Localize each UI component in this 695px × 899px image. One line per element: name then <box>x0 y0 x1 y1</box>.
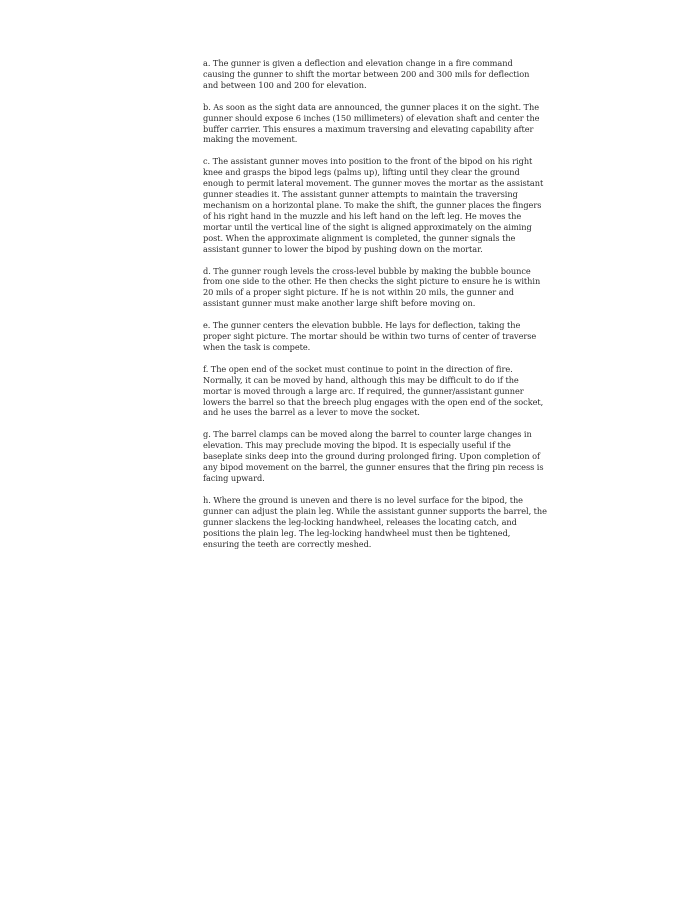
text-line: assistant gunner must make another large shift before moving on. <box>203 298 476 309</box>
text-line: of his right hand in the muzzle and his left hand on the left leg. He moves the <box>203 210 522 221</box>
text-line: mortar until the vertical line of the sight is aligned approximately on the aiming <box>203 221 532 232</box>
text-line: and between 100 and 200 for elevation. <box>203 79 367 90</box>
text-line: mortar is moved through a large arc. If required, the gunner/assistant gunner <box>203 385 524 396</box>
text-line: elevation. This may preclude moving the bipod. It is especially useful if the <box>203 440 511 451</box>
text-line: g. The barrel clamps can be moved along the barrel to counter large changes in <box>203 429 532 440</box>
text-line: f. The open end of the socket must continue to point in the direction of fire. <box>203 363 513 374</box>
paragraph-h <box>203 494 547 550</box>
text-line: e. The gunner centers the elevation bubble. He lays for deflection, taking the <box>203 320 521 331</box>
paragraph-g <box>203 429 544 484</box>
text-line: knee and grasps the bipod legs (palms up), lifting until they clear the ground <box>203 167 520 178</box>
text-line: gunner can adjust the plain leg. While the assistant gunner supports the barrel, the <box>203 505 547 516</box>
paragraph-e <box>203 320 537 353</box>
paragraph-a <box>203 58 530 91</box>
text-line: b. As soon as the sight data are announced, the gunner places it on the sight. The <box>203 101 539 112</box>
paragraph-f <box>203 363 544 419</box>
text-line: from one side to the other. He then checks the sight picture to ensure he is within <box>203 276 541 287</box>
text-line: 20 mils of a proper sight picture. If he is not within 20 mils, the gunner and <box>203 287 514 298</box>
text-line: baseplate sinks deep into the ground during prolonged firing. Upon completion of <box>203 451 540 462</box>
text-line: facing upward. <box>203 473 265 483</box>
text-line: buffer carrier. This ensures a maximum traversing and elevating capability after <box>203 123 534 134</box>
text-line: lowers the barrel so that the breech plug engages with the open end of the socket, <box>203 396 544 407</box>
text-line: c. The assistant gunner moves into position to the front of the bipod on his right <box>203 156 533 167</box>
text-line: post. When the approximate alignment is completed, the gunner signals the <box>203 232 516 243</box>
text-line: any bipod movement on the barrel, the gunner ensures that the firing pin recess is <box>203 462 544 473</box>
paragraph-c <box>203 156 544 254</box>
text-line: gunner slackens the leg-locking handwheel, releases the locating catch, and <box>203 516 517 527</box>
text-line: enough to permit lateral movement. The gunner moves the mortar as the assistant <box>203 178 544 189</box>
text-line: mechanism on a horizontal plane. To make the shift, the gunner places the fingers <box>203 199 542 210</box>
text-line: h. Where the ground is uneven and there is no level surface for the bipod, the <box>203 494 523 505</box>
document-body <box>203 58 547 560</box>
text-line: when the task is compete. <box>203 341 311 352</box>
text-line: making the movement. <box>203 134 298 145</box>
text-line: assistant gunner to lower the bipod by pushing down on the mortar. <box>203 243 483 254</box>
text-line: positions the plain leg. The leg-locking handwheel must then be tightened, <box>203 527 511 538</box>
text-line: and he uses the barrel as a lever to move the socket. <box>203 407 420 418</box>
paragraph-d <box>203 265 541 310</box>
text-line: Normally, it can be moved by hand, although this may be difficult to do if the <box>203 374 519 385</box>
text-line: gunner steadies it. The assistant gunner attempts to maintain the traversing <box>203 189 518 200</box>
text-line: gunner should expose 6 inches (150 millimeters) of elevation shaft and center the <box>203 112 540 123</box>
text-line: ensuring the teeth are correctly meshed. <box>203 538 372 549</box>
text-line: proper sight picture. The mortar should be within two turns of center of traverse <box>203 331 537 342</box>
text-line: d. The gunner rough levels the cross-level bubble by making the bubble bounce <box>203 265 531 276</box>
text-line: causing the gunner to shift the mortar between 200 and 300 mils for deflection <box>203 68 530 79</box>
paragraph-b <box>203 101 540 146</box>
text-line: a. The gunner is given a deflection and elevation change in a fire command <box>203 58 513 68</box>
